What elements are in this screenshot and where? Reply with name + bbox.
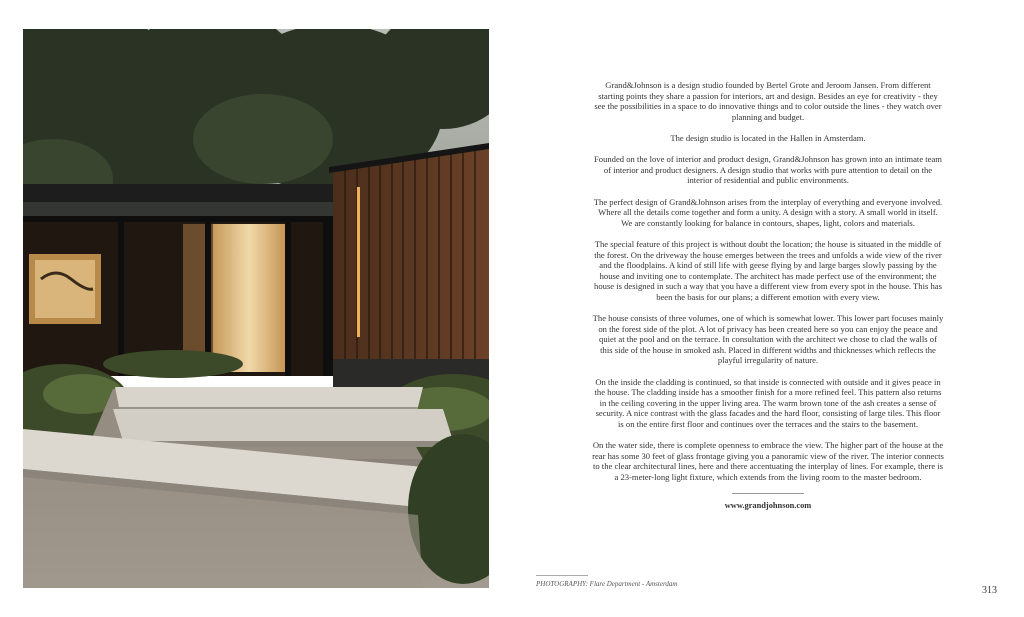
page-number: 313 [982, 585, 997, 596]
house-photo [23, 29, 489, 588]
divider [732, 493, 804, 494]
photo-credit: PHOTOGRAPHY: Flare Department - Amsterdam [536, 580, 678, 588]
article-paragraph: The perfect design of Grand&Johnson arises from the interplay of everything and everyone involved. Where all the details come together and form a unity. A design with a story. A small world in itself. We are constantly looking for balance in contours, shapes, light, colors and materials. [593, 196, 943, 228]
article-body [592, 80, 944, 512]
credit-divider [536, 575, 588, 576]
article-paragraph: On the inside the cladding is continued, so that inside is connected with outside and it gives peace in the house. The cladding inside has a smoother finish for a more refined feel. This pattern also returns in the ceiling covering in the upper living area. The warm brown tone of the ash creates a sense of security. A nice contrast with the glass facades and the hard floor, consisting of large tiles. This floor is on the entire first floor and continues over the terraces and the stairs to the basement. [594, 376, 942, 429]
article-paragraph: The design studio is located in the Hallen in Amsterdam. [670, 132, 866, 143]
article-paragraph: On the water side, there is complete openness to embrace the view. The higher part of the house at the rear has some 30 feet of glass frontage giving you a panoramic view of the river. The interior connects to the clear architectural lines, here and there accentuating the interplay of lines. For example, there is a 23-meter-long light fixture, which extends from the living room to the master bedroom. [592, 440, 944, 482]
article-paragraph: Grand&Johnson is a design studio founded by Bertel Grote and Jeroom Jansen. From different starting points they share a passion for interiors, art and design. Besides an eye for creativity - they see the possibilities in a space to do innovative things and to color outside the lines - they watch over planning and budget. [594, 80, 942, 122]
article-paragraph: The house consists of three volumes, one of which is somewhat lower. This lower part focuses mainly on the forest side of the plot. A lot of privacy has been created here so you can enjoy the peace and quiet at the pool and on the terrace. In consultation with the architect we chose to clad the walls of this side of the house in smoked ash. Placed in different widths and thicknesses which reflects the playful irregularity of nature. [592, 313, 944, 366]
website-link[interactable]: www.grandjohnson.com [724, 501, 812, 511]
article-paragraph: The special feature of this project is without doubt the location; the house is situated in the middle of the forest. On the driveway the house emerges between the trees and unfolds a wide view of the river and the floodplains. A kind of still life with geese flying by and large barges slowly passing by the house and inviting one to contemplate. The architect has made perfect use of the environment; the house is designed in such a way that you have a different view from every spot in the house. This has been the basis for our plans; a different emotion with every view. [594, 238, 942, 302]
article-paragraph: Founded on the love of interior and product design, Grand&Johnson has grown into an intimate team of interior and product designers. A design studio that works with pure attention to detail on the interior of residential and public environments. [594, 154, 942, 186]
